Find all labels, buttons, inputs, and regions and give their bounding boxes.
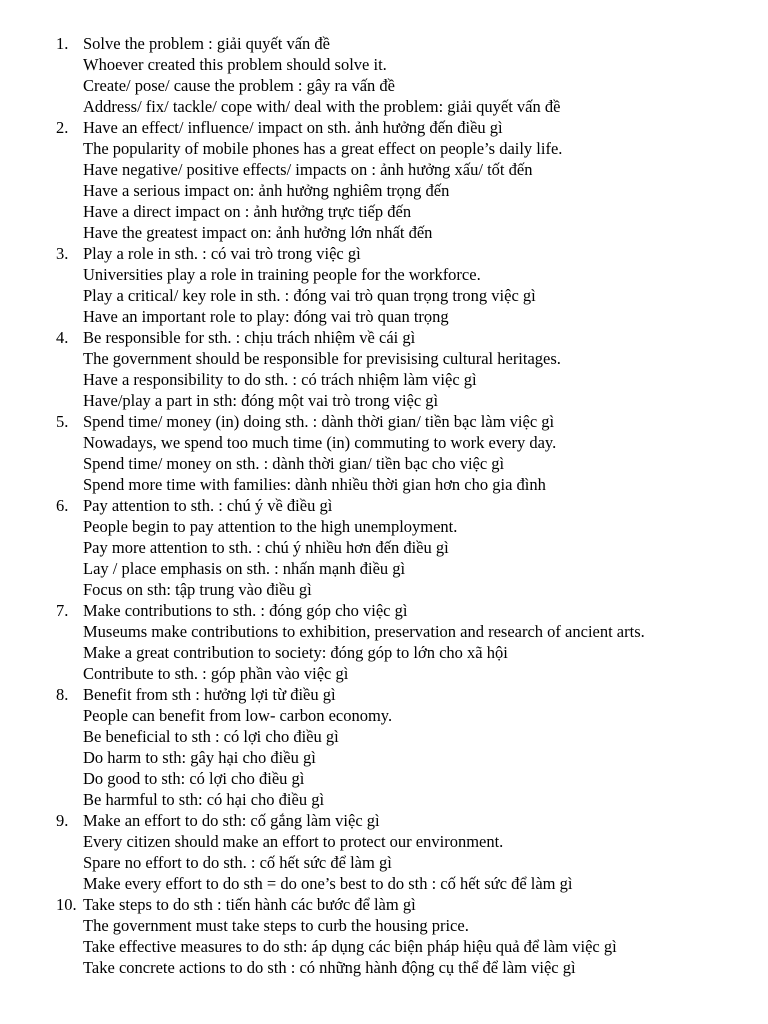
- item-number: 3.: [56, 244, 69, 263]
- line-text: Make every effort to do sth = do one’s best to do sth : cố hết sức để làm gì: [83, 874, 573, 893]
- phrase-detail-line: [56, 348, 756, 369]
- line-text: Have a responsibility to do sth. : có trách nhiệm làm việc gì: [83, 370, 477, 389]
- line-text: Have a direct impact on : ảnh hưởng trực tiếp đến: [83, 202, 412, 221]
- phrase-detail-line: [56, 726, 756, 747]
- phrase-detail-line: [56, 96, 756, 117]
- line-text: Take concrete actions to do sth : có những hành động cụ thể để làm việc gì: [83, 958, 576, 977]
- line-text: Have a serious impact on: ảnh hưởng nghiêm trọng đến: [83, 181, 450, 200]
- line-text: People can benefit from low- carbon economy.: [83, 706, 393, 725]
- line-text: The government should be responsible for previsising cultural heritages.: [83, 349, 561, 368]
- line-text: Play a critical/ key role in sth. : đóng vai trò quan trọng trong việc gì: [83, 286, 536, 305]
- line-text: Spend more time with families: dành nhiều thời gian hơn cho gia đình: [83, 475, 546, 494]
- phrase-detail-line: [56, 306, 756, 327]
- line-text: Benefit from sth : hưởng lợi từ điều gì: [83, 685, 336, 704]
- item-number: 1.: [56, 34, 69, 53]
- line-text: Focus on sth: tập trung vào điều gì: [83, 580, 312, 599]
- phrase-heading-line: [56, 411, 756, 432]
- phrase-detail-line: [56, 831, 756, 852]
- line-text: Make a great contribution to society: đóng góp to lớn cho xã hội: [83, 643, 508, 662]
- phrase-detail-line: [56, 768, 756, 789]
- line-text: Contribute to sth. : góp phần vào việc gì: [83, 664, 349, 683]
- phrase-detail-line: [56, 915, 756, 936]
- item-number: 10.: [56, 895, 77, 914]
- item-number: 6.: [56, 496, 69, 515]
- phrase-detail-line: [56, 663, 756, 684]
- phrase-detail-line: [56, 159, 756, 180]
- phrase-detail-line: [56, 138, 756, 159]
- item-number: 8.: [56, 685, 69, 704]
- list-item: [56, 33, 756, 117]
- line-text: Museums make contributions to exhibition, preservation and research of ancient arts.: [83, 622, 645, 641]
- line-text: Create/ pose/ cause the problem : gây ra vấn đề: [83, 76, 396, 95]
- line-text: Have an important role to play: đóng vai trò quan trọng: [83, 307, 449, 326]
- phrase-detail-line: [56, 369, 756, 390]
- line-text: Solve the problem : giải quyết vấn đề: [83, 34, 330, 53]
- phrase-detail-line: [56, 390, 756, 411]
- phrase-heading-line: [56, 684, 756, 705]
- line-text: Lay / place emphasis on sth. : nhấn mạnh điều gì: [83, 559, 406, 578]
- line-text: Pay more attention to sth. : chú ý nhiều hơn đến điều gì: [83, 538, 449, 557]
- line-text: Take steps to do sth : tiến hành các bước để làm gì: [83, 895, 416, 914]
- phrase-detail-line: [56, 516, 756, 537]
- line-text: Whoever created this problem should solve it.: [83, 55, 387, 74]
- line-text: Pay attention to sth. : chú ý về điều gì: [83, 496, 333, 515]
- phrase-detail-line: [56, 285, 756, 306]
- list-item: [56, 117, 756, 243]
- phrase-detail-line: [56, 474, 756, 495]
- line-text: Take effective measures to do sth: áp dụng các biện pháp hiệu quả để làm việc gì: [83, 937, 617, 956]
- line-text: Address/ fix/ tackle/ cope with/ deal with the problem: giải quyết vấn đề: [83, 97, 561, 116]
- phrase-detail-line: [56, 642, 756, 663]
- phrase-detail-line: [56, 852, 756, 873]
- list-item: [56, 894, 756, 978]
- line-text: Be responsible for sth. : chịu trách nhiệm về cái gì: [83, 328, 416, 347]
- line-text: Do good to sth: có lợi cho điều gì: [83, 769, 305, 788]
- item-number: 9.: [56, 811, 69, 830]
- line-text: Be beneficial to sth : có lợi cho điều gì: [83, 727, 339, 746]
- phrase-heading-line: [56, 327, 756, 348]
- phrase-detail-line: [56, 453, 756, 474]
- line-text: Have negative/ positive effects/ impacts on : ảnh hưởng xấu/ tốt đến: [83, 160, 533, 179]
- phrase-detail-line: [56, 54, 756, 75]
- line-text: Do harm to sth: gây hại cho điều gì: [83, 748, 316, 767]
- line-text: Nowadays, we spend too much time (in) commuting to work every day.: [83, 433, 557, 452]
- line-text: Universities play a role in training people for the workforce.: [83, 265, 481, 284]
- line-text: The government must take steps to curb the housing price.: [83, 916, 469, 935]
- phrase-heading-line: [56, 810, 756, 831]
- phrase-detail-line: [56, 705, 756, 726]
- line-text: People begin to pay attention to the high unemployment.: [83, 517, 458, 536]
- line-text: Play a role in sth. : có vai trò trong việc gì: [83, 244, 361, 263]
- line-text: Make contributions to sth. : đóng góp cho việc gì: [83, 601, 408, 620]
- phrase-heading-line: [56, 600, 756, 621]
- phrase-detail-line: [56, 75, 756, 96]
- phrase-heading-line: [56, 243, 756, 264]
- phrase-list: [56, 33, 756, 978]
- phrase-detail-line: [56, 432, 756, 453]
- line-text: Every citizen should make an effort to protect our environment.: [83, 832, 504, 851]
- line-text: Have an effect/ influence/ impact on sth. ảnh hưởng đến điều gì: [83, 118, 503, 137]
- phrase-heading-line: [56, 894, 756, 915]
- line-text: Have/play a part in sth: đóng một vai trò trong việc gì: [83, 391, 439, 410]
- item-number: 4.: [56, 328, 69, 347]
- line-text: Spend time/ money on sth. : dành thời gian/ tiền bạc cho việc gì: [83, 454, 505, 473]
- phrase-detail-line: [56, 264, 756, 285]
- phrase-detail-line: [56, 558, 756, 579]
- list-item: [56, 684, 756, 810]
- phrase-detail-line: [56, 621, 756, 642]
- list-item: [56, 495, 756, 600]
- line-text: Make an effort to do sth: cố gắng làm việc gì: [83, 811, 380, 830]
- list-item: [56, 327, 756, 411]
- phrase-detail-line: [56, 222, 756, 243]
- list-item: [56, 600, 756, 684]
- phrase-detail-line: [56, 957, 756, 978]
- list-item: [56, 411, 756, 495]
- phrase-detail-line: [56, 789, 756, 810]
- line-text: The popularity of mobile phones has a great effect on people’s daily life.: [83, 139, 563, 158]
- phrase-detail-line: [56, 579, 756, 600]
- list-item: [56, 243, 756, 327]
- line-text: Have the greatest impact on: ảnh hưởng lớn nhất đến: [83, 223, 433, 242]
- item-number: 7.: [56, 601, 69, 620]
- phrase-detail-line: [56, 537, 756, 558]
- phrase-heading-line: [56, 33, 756, 54]
- line-text: Be harmful to sth: có hại cho điều gì: [83, 790, 325, 809]
- phrase-heading-line: [56, 495, 756, 516]
- item-number: 5.: [56, 412, 69, 431]
- phrase-detail-line: [56, 747, 756, 768]
- line-text: Spend time/ money (in) doing sth. : dành thời gian/ tiền bạc làm việc gì: [83, 412, 555, 431]
- phrase-detail-line: [56, 201, 756, 222]
- phrase-detail-line: [56, 936, 756, 957]
- phrase-detail-line: [56, 873, 756, 894]
- list-item: [56, 810, 756, 894]
- phrase-detail-line: [56, 180, 756, 201]
- line-text: Spare no effort to do sth. : cố hết sức để làm gì: [83, 853, 392, 872]
- phrase-heading-line: [56, 117, 756, 138]
- item-number: 2.: [56, 118, 69, 137]
